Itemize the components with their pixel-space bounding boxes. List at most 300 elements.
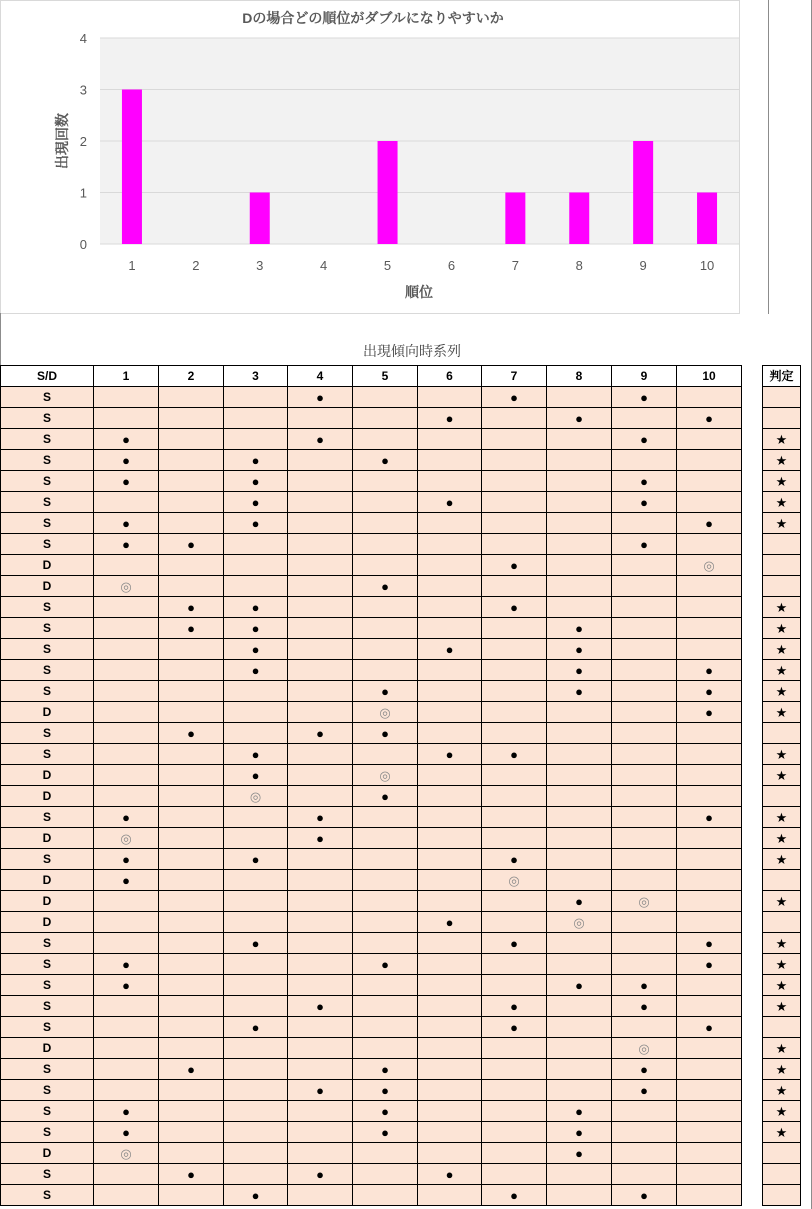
- judge-star-cell[interactable]: ★: [763, 1080, 801, 1101]
- table-cell[interactable]: [288, 849, 353, 870]
- table-cell[interactable]: [353, 429, 418, 450]
- header-rank[interactable]: 3: [224, 366, 288, 387]
- table-cell[interactable]: [353, 933, 418, 954]
- judge-star-cell[interactable]: ★: [763, 660, 801, 681]
- table-cell[interactable]: [159, 744, 224, 765]
- table-cell[interactable]: [159, 1101, 224, 1122]
- table-cell[interactable]: [418, 1101, 482, 1122]
- single-mark-cell[interactable]: ●: [353, 1122, 418, 1143]
- table-cell[interactable]: [224, 555, 288, 576]
- single-mark-cell[interactable]: ●: [288, 1080, 353, 1101]
- single-mark-cell[interactable]: ●: [94, 450, 159, 471]
- header-rank[interactable]: 10: [677, 366, 742, 387]
- table-cell[interactable]: [288, 702, 353, 723]
- table-cell[interactable]: [288, 555, 353, 576]
- table-cell[interactable]: [288, 975, 353, 996]
- judge-star-cell[interactable]: ★: [763, 975, 801, 996]
- sd-cell[interactable]: S: [1, 954, 94, 975]
- single-mark-cell[interactable]: ●: [547, 639, 612, 660]
- table-cell[interactable]: [677, 996, 742, 1017]
- single-mark-cell[interactable]: ●: [353, 786, 418, 807]
- table-cell[interactable]: [547, 1038, 612, 1059]
- single-mark-cell[interactable]: ●: [94, 513, 159, 534]
- table-cell[interactable]: [418, 471, 482, 492]
- table-cell[interactable]: [94, 639, 159, 660]
- single-mark-cell[interactable]: ●: [224, 849, 288, 870]
- single-mark-cell[interactable]: ●: [94, 870, 159, 891]
- double-mark-cell[interactable]: ◎: [547, 912, 612, 933]
- single-mark-cell[interactable]: ●: [547, 891, 612, 912]
- sd-cell[interactable]: S: [1, 450, 94, 471]
- table-cell[interactable]: [612, 597, 677, 618]
- table-cell[interactable]: [224, 723, 288, 744]
- judge-star-cell[interactable]: ★: [763, 828, 801, 849]
- table-cell[interactable]: [159, 765, 224, 786]
- table-cell[interactable]: [94, 387, 159, 408]
- table-cell[interactable]: [482, 1101, 547, 1122]
- table-cell[interactable]: [224, 1122, 288, 1143]
- table-cell[interactable]: [612, 786, 677, 807]
- table-cell[interactable]: [288, 1101, 353, 1122]
- table-cell[interactable]: [159, 933, 224, 954]
- single-mark-cell[interactable]: ●: [288, 387, 353, 408]
- double-mark-cell[interactable]: ◎: [677, 555, 742, 576]
- table-cell[interactable]: [547, 954, 612, 975]
- table-cell[interactable]: [547, 744, 612, 765]
- table-cell[interactable]: [159, 576, 224, 597]
- table-cell[interactable]: [547, 576, 612, 597]
- single-mark-cell[interactable]: ●: [224, 1185, 288, 1206]
- table-cell[interactable]: [159, 1038, 224, 1059]
- table-cell[interactable]: [353, 597, 418, 618]
- table-cell[interactable]: [159, 828, 224, 849]
- table-cell[interactable]: [418, 1059, 482, 1080]
- table-cell[interactable]: [353, 975, 418, 996]
- table-cell[interactable]: [353, 828, 418, 849]
- table-cell[interactable]: [353, 996, 418, 1017]
- table-cell[interactable]: [677, 1122, 742, 1143]
- table-cell[interactable]: [482, 1122, 547, 1143]
- table-cell[interactable]: [418, 849, 482, 870]
- sd-cell[interactable]: D: [1, 870, 94, 891]
- judge-star-cell[interactable]: ★: [763, 618, 801, 639]
- table-cell[interactable]: [288, 786, 353, 807]
- table-cell[interactable]: [677, 744, 742, 765]
- table-cell[interactable]: [547, 807, 612, 828]
- table-cell[interactable]: [94, 723, 159, 744]
- table-cell[interactable]: [94, 660, 159, 681]
- table-cell[interactable]: [677, 534, 742, 555]
- sd-cell[interactable]: D: [1, 555, 94, 576]
- judge-star-cell[interactable]: ★: [763, 891, 801, 912]
- table-cell[interactable]: [159, 702, 224, 723]
- single-mark-cell[interactable]: ●: [482, 597, 547, 618]
- double-mark-cell[interactable]: ◎: [224, 786, 288, 807]
- table-cell[interactable]: [224, 891, 288, 912]
- single-mark-cell[interactable]: ●: [547, 1122, 612, 1143]
- single-mark-cell[interactable]: ●: [677, 660, 742, 681]
- table-cell[interactable]: [677, 1164, 742, 1185]
- table-cell[interactable]: [94, 744, 159, 765]
- table-cell[interactable]: [482, 681, 547, 702]
- sd-cell[interactable]: S: [1, 429, 94, 450]
- sd-cell[interactable]: D: [1, 786, 94, 807]
- single-mark-cell[interactable]: ●: [224, 639, 288, 660]
- table-cell[interactable]: [482, 513, 547, 534]
- single-mark-cell[interactable]: ●: [159, 534, 224, 555]
- table-cell[interactable]: [482, 639, 547, 660]
- single-mark-cell[interactable]: ●: [677, 702, 742, 723]
- table-cell[interactable]: [418, 576, 482, 597]
- judge-cell[interactable]: [763, 1185, 801, 1206]
- table-cell[interactable]: [159, 513, 224, 534]
- table-cell[interactable]: [224, 996, 288, 1017]
- single-mark-cell[interactable]: ●: [482, 387, 547, 408]
- table-cell[interactable]: [94, 681, 159, 702]
- table-cell[interactable]: [353, 387, 418, 408]
- table-cell[interactable]: [418, 660, 482, 681]
- table-cell[interactable]: [418, 765, 482, 786]
- table-cell[interactable]: [94, 786, 159, 807]
- single-mark-cell[interactable]: ●: [612, 996, 677, 1017]
- single-mark-cell[interactable]: ●: [482, 1017, 547, 1038]
- single-mark-cell[interactable]: ●: [547, 975, 612, 996]
- table-cell[interactable]: [224, 429, 288, 450]
- table-cell[interactable]: [288, 492, 353, 513]
- table-cell[interactable]: [94, 891, 159, 912]
- sd-cell[interactable]: D: [1, 702, 94, 723]
- header-rank[interactable]: 1: [94, 366, 159, 387]
- table-cell[interactable]: [288, 534, 353, 555]
- table-cell[interactable]: [677, 870, 742, 891]
- table-cell[interactable]: [94, 597, 159, 618]
- table-cell[interactable]: [159, 975, 224, 996]
- single-mark-cell[interactable]: ●: [224, 597, 288, 618]
- single-mark-cell[interactable]: ●: [612, 534, 677, 555]
- table-cell[interactable]: [159, 849, 224, 870]
- judge-star-cell[interactable]: ★: [763, 1101, 801, 1122]
- table-cell[interactable]: [418, 1038, 482, 1059]
- judge-cell[interactable]: [763, 555, 801, 576]
- table-cell[interactable]: [482, 1164, 547, 1185]
- table-cell[interactable]: [418, 1122, 482, 1143]
- table-cell[interactable]: [418, 618, 482, 639]
- table-cell[interactable]: [418, 702, 482, 723]
- single-mark-cell[interactable]: ●: [94, 1101, 159, 1122]
- single-mark-cell[interactable]: ●: [677, 513, 742, 534]
- table-cell[interactable]: [547, 1017, 612, 1038]
- table-cell[interactable]: [482, 471, 547, 492]
- table-cell[interactable]: [418, 534, 482, 555]
- table-cell[interactable]: [418, 975, 482, 996]
- single-mark-cell[interactable]: ●: [418, 639, 482, 660]
- table-cell[interactable]: [224, 1059, 288, 1080]
- single-mark-cell[interactable]: ●: [353, 1080, 418, 1101]
- sd-cell[interactable]: D: [1, 765, 94, 786]
- table-cell[interactable]: [353, 534, 418, 555]
- single-mark-cell[interactable]: ●: [547, 660, 612, 681]
- table-cell[interactable]: [547, 828, 612, 849]
- table-cell[interactable]: [482, 408, 547, 429]
- judge-star-cell[interactable]: ★: [763, 513, 801, 534]
- sd-cell[interactable]: S: [1, 849, 94, 870]
- table-cell[interactable]: [612, 1143, 677, 1164]
- single-mark-cell[interactable]: ●: [288, 429, 353, 450]
- sd-cell[interactable]: S: [1, 471, 94, 492]
- single-mark-cell[interactable]: ●: [94, 534, 159, 555]
- judge-cell[interactable]: [763, 870, 801, 891]
- table-cell[interactable]: [612, 870, 677, 891]
- single-mark-cell[interactable]: ●: [288, 996, 353, 1017]
- table-cell[interactable]: [612, 807, 677, 828]
- single-mark-cell[interactable]: ●: [353, 723, 418, 744]
- table-cell[interactable]: [224, 534, 288, 555]
- single-mark-cell[interactable]: ●: [677, 954, 742, 975]
- table-cell[interactable]: [677, 597, 742, 618]
- judge-star-cell[interactable]: ★: [763, 996, 801, 1017]
- table-cell[interactable]: [288, 1122, 353, 1143]
- single-mark-cell[interactable]: ●: [224, 618, 288, 639]
- table-cell[interactable]: [288, 1038, 353, 1059]
- judge-star-cell[interactable]: ★: [763, 492, 801, 513]
- header-rank[interactable]: 8: [547, 366, 612, 387]
- single-mark-cell[interactable]: ●: [94, 849, 159, 870]
- judge-star-cell[interactable]: ★: [763, 1038, 801, 1059]
- single-mark-cell[interactable]: ●: [677, 933, 742, 954]
- double-mark-cell[interactable]: ◎: [94, 1143, 159, 1164]
- judge-star-cell[interactable]: ★: [763, 681, 801, 702]
- table-cell[interactable]: [159, 996, 224, 1017]
- table-cell[interactable]: [159, 1122, 224, 1143]
- table-cell[interactable]: [224, 975, 288, 996]
- table-cell[interactable]: [547, 702, 612, 723]
- judge-star-cell[interactable]: ★: [763, 933, 801, 954]
- sd-cell[interactable]: S: [1, 660, 94, 681]
- table-cell[interactable]: [288, 576, 353, 597]
- single-mark-cell[interactable]: ●: [159, 1059, 224, 1080]
- judge-cell[interactable]: [763, 1164, 801, 1185]
- sd-cell[interactable]: S: [1, 744, 94, 765]
- table-cell[interactable]: [159, 1185, 224, 1206]
- table-cell[interactable]: [547, 555, 612, 576]
- table-cell[interactable]: [482, 765, 547, 786]
- table-cell[interactable]: [418, 870, 482, 891]
- table-cell[interactable]: [159, 954, 224, 975]
- single-mark-cell[interactable]: ●: [224, 1017, 288, 1038]
- table-cell[interactable]: [224, 954, 288, 975]
- table-cell[interactable]: [612, 1164, 677, 1185]
- table-cell[interactable]: [677, 723, 742, 744]
- single-mark-cell[interactable]: ●: [482, 933, 547, 954]
- table-cell[interactable]: [288, 660, 353, 681]
- table-cell[interactable]: [482, 618, 547, 639]
- table-cell[interactable]: [159, 1017, 224, 1038]
- table-cell[interactable]: [288, 1059, 353, 1080]
- judge-star-cell[interactable]: ★: [763, 702, 801, 723]
- table-cell[interactable]: [677, 1038, 742, 1059]
- single-mark-cell[interactable]: ●: [224, 744, 288, 765]
- table-cell[interactable]: [94, 618, 159, 639]
- header-rank[interactable]: 6: [418, 366, 482, 387]
- judge-star-cell[interactable]: ★: [763, 849, 801, 870]
- single-mark-cell[interactable]: ●: [353, 576, 418, 597]
- single-mark-cell[interactable]: ●: [612, 975, 677, 996]
- table-cell[interactable]: [482, 954, 547, 975]
- single-mark-cell[interactable]: ●: [353, 681, 418, 702]
- single-mark-cell[interactable]: ●: [612, 492, 677, 513]
- single-mark-cell[interactable]: ●: [612, 387, 677, 408]
- table-cell[interactable]: [612, 555, 677, 576]
- table-cell[interactable]: [94, 912, 159, 933]
- judge-star-cell[interactable]: ★: [763, 744, 801, 765]
- table-cell[interactable]: [612, 576, 677, 597]
- table-cell[interactable]: [547, 429, 612, 450]
- table-cell[interactable]: [677, 912, 742, 933]
- table-cell[interactable]: [224, 1080, 288, 1101]
- judge-star-cell[interactable]: ★: [763, 450, 801, 471]
- table-cell[interactable]: [547, 765, 612, 786]
- table-cell[interactable]: [288, 408, 353, 429]
- single-mark-cell[interactable]: ●: [482, 849, 547, 870]
- sd-cell[interactable]: D: [1, 1038, 94, 1059]
- double-mark-cell[interactable]: ◎: [353, 765, 418, 786]
- single-mark-cell[interactable]: ●: [288, 1164, 353, 1185]
- judge-cell[interactable]: [763, 1017, 801, 1038]
- table-cell[interactable]: [612, 660, 677, 681]
- single-mark-cell[interactable]: ●: [224, 471, 288, 492]
- table-cell[interactable]: [418, 786, 482, 807]
- table-cell[interactable]: [159, 1143, 224, 1164]
- table-cell[interactable]: [353, 1143, 418, 1164]
- single-mark-cell[interactable]: ●: [547, 408, 612, 429]
- single-mark-cell[interactable]: ●: [224, 513, 288, 534]
- table-cell[interactable]: [677, 975, 742, 996]
- table-cell[interactable]: [224, 1164, 288, 1185]
- judge-star-cell[interactable]: ★: [763, 471, 801, 492]
- table-cell[interactable]: [482, 450, 547, 471]
- single-mark-cell[interactable]: ●: [482, 1185, 547, 1206]
- table-cell[interactable]: [482, 702, 547, 723]
- judge-star-cell[interactable]: ★: [763, 429, 801, 450]
- judge-star-cell[interactable]: ★: [763, 1059, 801, 1080]
- table-cell[interactable]: [159, 681, 224, 702]
- sd-cell[interactable]: S: [1, 1059, 94, 1080]
- table-cell[interactable]: [547, 597, 612, 618]
- table-cell[interactable]: [288, 870, 353, 891]
- table-cell[interactable]: [159, 408, 224, 429]
- table-cell[interactable]: [418, 387, 482, 408]
- double-mark-cell[interactable]: ◎: [612, 1038, 677, 1059]
- table-cell[interactable]: [547, 786, 612, 807]
- single-mark-cell[interactable]: ●: [353, 450, 418, 471]
- sd-cell[interactable]: S: [1, 1164, 94, 1185]
- table-cell[interactable]: [418, 555, 482, 576]
- table-cell[interactable]: [288, 954, 353, 975]
- table-cell[interactable]: [677, 387, 742, 408]
- table-cell[interactable]: [418, 828, 482, 849]
- judge-star-cell[interactable]: ★: [763, 639, 801, 660]
- sd-cell[interactable]: S: [1, 408, 94, 429]
- single-mark-cell[interactable]: ●: [677, 681, 742, 702]
- table-cell[interactable]: [353, 1038, 418, 1059]
- table-cell[interactable]: [353, 912, 418, 933]
- table-cell[interactable]: [677, 1080, 742, 1101]
- table-cell[interactable]: [288, 1017, 353, 1038]
- single-mark-cell[interactable]: ●: [94, 471, 159, 492]
- table-cell[interactable]: [353, 849, 418, 870]
- single-mark-cell[interactable]: ●: [418, 744, 482, 765]
- single-mark-cell[interactable]: ●: [612, 1059, 677, 1080]
- sd-cell[interactable]: S: [1, 1101, 94, 1122]
- table-cell[interactable]: [547, 387, 612, 408]
- table-cell[interactable]: [612, 408, 677, 429]
- table-cell[interactable]: [547, 723, 612, 744]
- sd-cell[interactable]: S: [1, 1122, 94, 1143]
- single-mark-cell[interactable]: ●: [612, 1185, 677, 1206]
- table-cell[interactable]: [482, 912, 547, 933]
- table-cell[interactable]: [353, 891, 418, 912]
- table-cell[interactable]: [224, 387, 288, 408]
- table-cell[interactable]: [677, 786, 742, 807]
- judge-cell[interactable]: [763, 576, 801, 597]
- sd-cell[interactable]: S: [1, 996, 94, 1017]
- single-mark-cell[interactable]: ●: [159, 1164, 224, 1185]
- table-cell[interactable]: [94, 996, 159, 1017]
- single-mark-cell[interactable]: ●: [94, 1122, 159, 1143]
- table-cell[interactable]: [677, 471, 742, 492]
- table-cell[interactable]: [482, 1080, 547, 1101]
- table-cell[interactable]: [353, 870, 418, 891]
- table-cell[interactable]: [94, 408, 159, 429]
- single-mark-cell[interactable]: ●: [418, 408, 482, 429]
- table-cell[interactable]: [288, 618, 353, 639]
- sd-cell[interactable]: S: [1, 723, 94, 744]
- table-cell[interactable]: [612, 513, 677, 534]
- sd-cell[interactable]: S: [1, 513, 94, 534]
- table-cell[interactable]: [677, 828, 742, 849]
- table-cell[interactable]: [482, 807, 547, 828]
- table-cell[interactable]: [94, 1164, 159, 1185]
- table-cell[interactable]: [677, 849, 742, 870]
- single-mark-cell[interactable]: ●: [482, 996, 547, 1017]
- sd-cell[interactable]: S: [1, 639, 94, 660]
- judge-cell[interactable]: [763, 723, 801, 744]
- table-cell[interactable]: [612, 828, 677, 849]
- table-cell[interactable]: [159, 471, 224, 492]
- table-cell[interactable]: [94, 1185, 159, 1206]
- double-mark-cell[interactable]: ◎: [94, 828, 159, 849]
- sd-cell[interactable]: S: [1, 534, 94, 555]
- table-cell[interactable]: [418, 429, 482, 450]
- table-cell[interactable]: [224, 912, 288, 933]
- table-cell[interactable]: [482, 429, 547, 450]
- table-cell[interactable]: [677, 429, 742, 450]
- sd-cell[interactable]: S: [1, 597, 94, 618]
- table-cell[interactable]: [224, 807, 288, 828]
- sd-cell[interactable]: S: [1, 387, 94, 408]
- table-cell[interactable]: [94, 1059, 159, 1080]
- table-cell[interactable]: [547, 1080, 612, 1101]
- single-mark-cell[interactable]: ●: [94, 807, 159, 828]
- sd-cell[interactable]: D: [1, 1143, 94, 1164]
- header-sd[interactable]: S/D: [1, 366, 94, 387]
- table-cell[interactable]: [159, 786, 224, 807]
- sd-cell[interactable]: D: [1, 828, 94, 849]
- table-cell[interactable]: [288, 891, 353, 912]
- table-cell[interactable]: [482, 786, 547, 807]
- table-cell[interactable]: [418, 597, 482, 618]
- table-cell[interactable]: [677, 450, 742, 471]
